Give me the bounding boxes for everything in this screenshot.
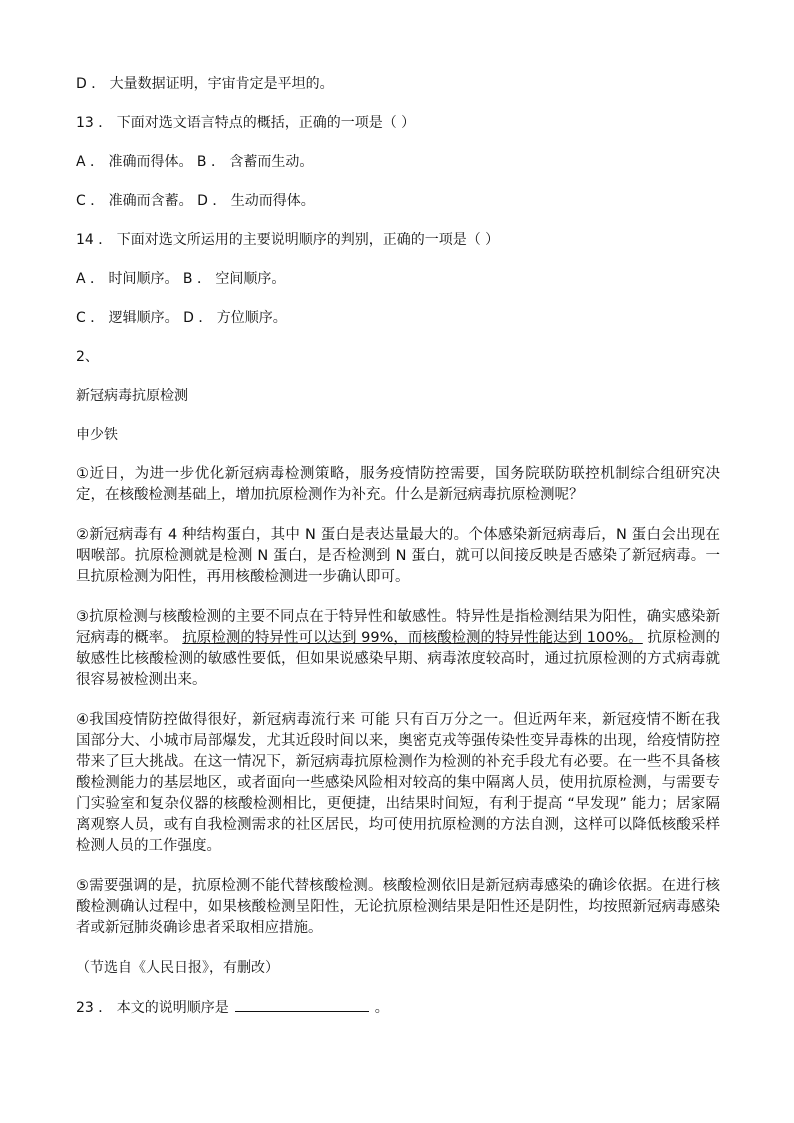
article-paragraph-5: ⑤需要强调的是，抗原检测不能代替核酸检测。核酸检测依旧是新冠病毒感染的确诊依据。在进行核酸检测确认过程中，如果核酸检测呈阳性，无论抗原检测结果是阳性还是阴性，均按照新冠病毒感染者或新冠肺炎确诊患者采取相应措施。 bbox=[76, 878, 720, 936]
answer-blank[interactable] bbox=[235, 997, 369, 1012]
question-line: C ． 逻辑顺序。 D ． 方位顺序。 bbox=[76, 310, 287, 326]
paragraph-3-underlined-sentence: 抗原检测的特异性可以达到 99%，而核酸检测的特异性能达到 100%。 bbox=[182, 630, 643, 646]
question-23-prefix: 23 ． 本文的说明顺序是 bbox=[76, 1000, 229, 1016]
paragraph-3-text-a: ③抗原检测与核酸检测的主要不同点在于特异性和敏感性。特异性是指检测结果为阳性，确实感染新冠病毒的概率。 bbox=[76, 609, 720, 646]
article-paragraph-4: ④我国疫情防控做得很好，新冠病毒流行来 可能 只有百万分之一。但近两年来，新冠疫情不断在我国部分大、小城市局部爆发，尤其近段时间以来，奥密克戎等强传染性变异毒株的出现，给疫情防控带来了巨大挑战。在这一情况下，新冠病毒抗原检测作为检测的补充手段尤有必要。在一些不具备核酸检测能力的基层地区，或者面向一些感染风险相对较高的集中隔离人员，使用抗原检测，与需要专门实验室和复杂仪器的核酸检测相比，更便捷，出结果时间短，有利于提高 “早发现” 能力；居家隔离观察人员，或有自我检测需求的社区居民，均可使用抗原检测的方法自测，这样可以降低核酸采样检测人员的工作强度。 bbox=[76, 712, 720, 854]
question-line: A ． 时间顺序。 B ． 空间顺序。 bbox=[76, 271, 286, 287]
question-line: D ． 大量数据证明，宇宙肯定是平坦的。 bbox=[76, 76, 334, 92]
article-paragraph-3 bbox=[76, 607, 720, 691]
section-number: 2、 bbox=[76, 349, 99, 365]
question-line: A ． 准确而得体。 B ． 含蓄而生动。 bbox=[76, 154, 314, 170]
question-line: 13 ． 下面对选文语言特点的概括，正确的一项是（ ） bbox=[76, 115, 416, 131]
article-paragraph-1: ①近日，为进一步优化新冠病毒检测策略，服务疫情防控需要，国务院联防联控机制综合组研究决定，在核酸检测基础上，增加抗原检测作为补充。什么是新冠病毒抗原检测呢？ bbox=[76, 466, 720, 503]
article-title: 新冠病毒抗原检测 bbox=[76, 388, 188, 404]
question-23-suffix: 。 bbox=[374, 1000, 389, 1016]
article-source: （节选自《人民日报》，有删改） bbox=[76, 960, 279, 976]
question-line: C ． 准确而含蓄。 D ． 生动而得体。 bbox=[76, 193, 315, 209]
paragraph-3-text-b: 抗原检测的敏感性比核酸检测的敏感性要低，但如果说感染早期、病毒浓度较高时，通过抗原检测的方式病毒就很容易被检测出来。 bbox=[76, 630, 721, 688]
question-23 bbox=[76, 997, 720, 1018]
document-page bbox=[76, 74, 720, 1018]
question-line: 14 ． 下面对选文所运用的主要说明顺序的判别，正确的一项是（ ） bbox=[76, 232, 500, 248]
article-author: 申少铁 bbox=[76, 427, 118, 443]
article-paragraph-2: ②新冠病毒有 4 种结构蛋白，其中 N 蛋白是表达量最大的。个体感染新冠病毒后，N 蛋白会出现在咽喉部。抗原检测就是检测 N 蛋白，是否检测到 N 蛋白，就可以间接反映是否感染了新冠病毒。一旦抗原检测为阳性，再用核酸检测进一步确认即可。 bbox=[76, 527, 720, 585]
